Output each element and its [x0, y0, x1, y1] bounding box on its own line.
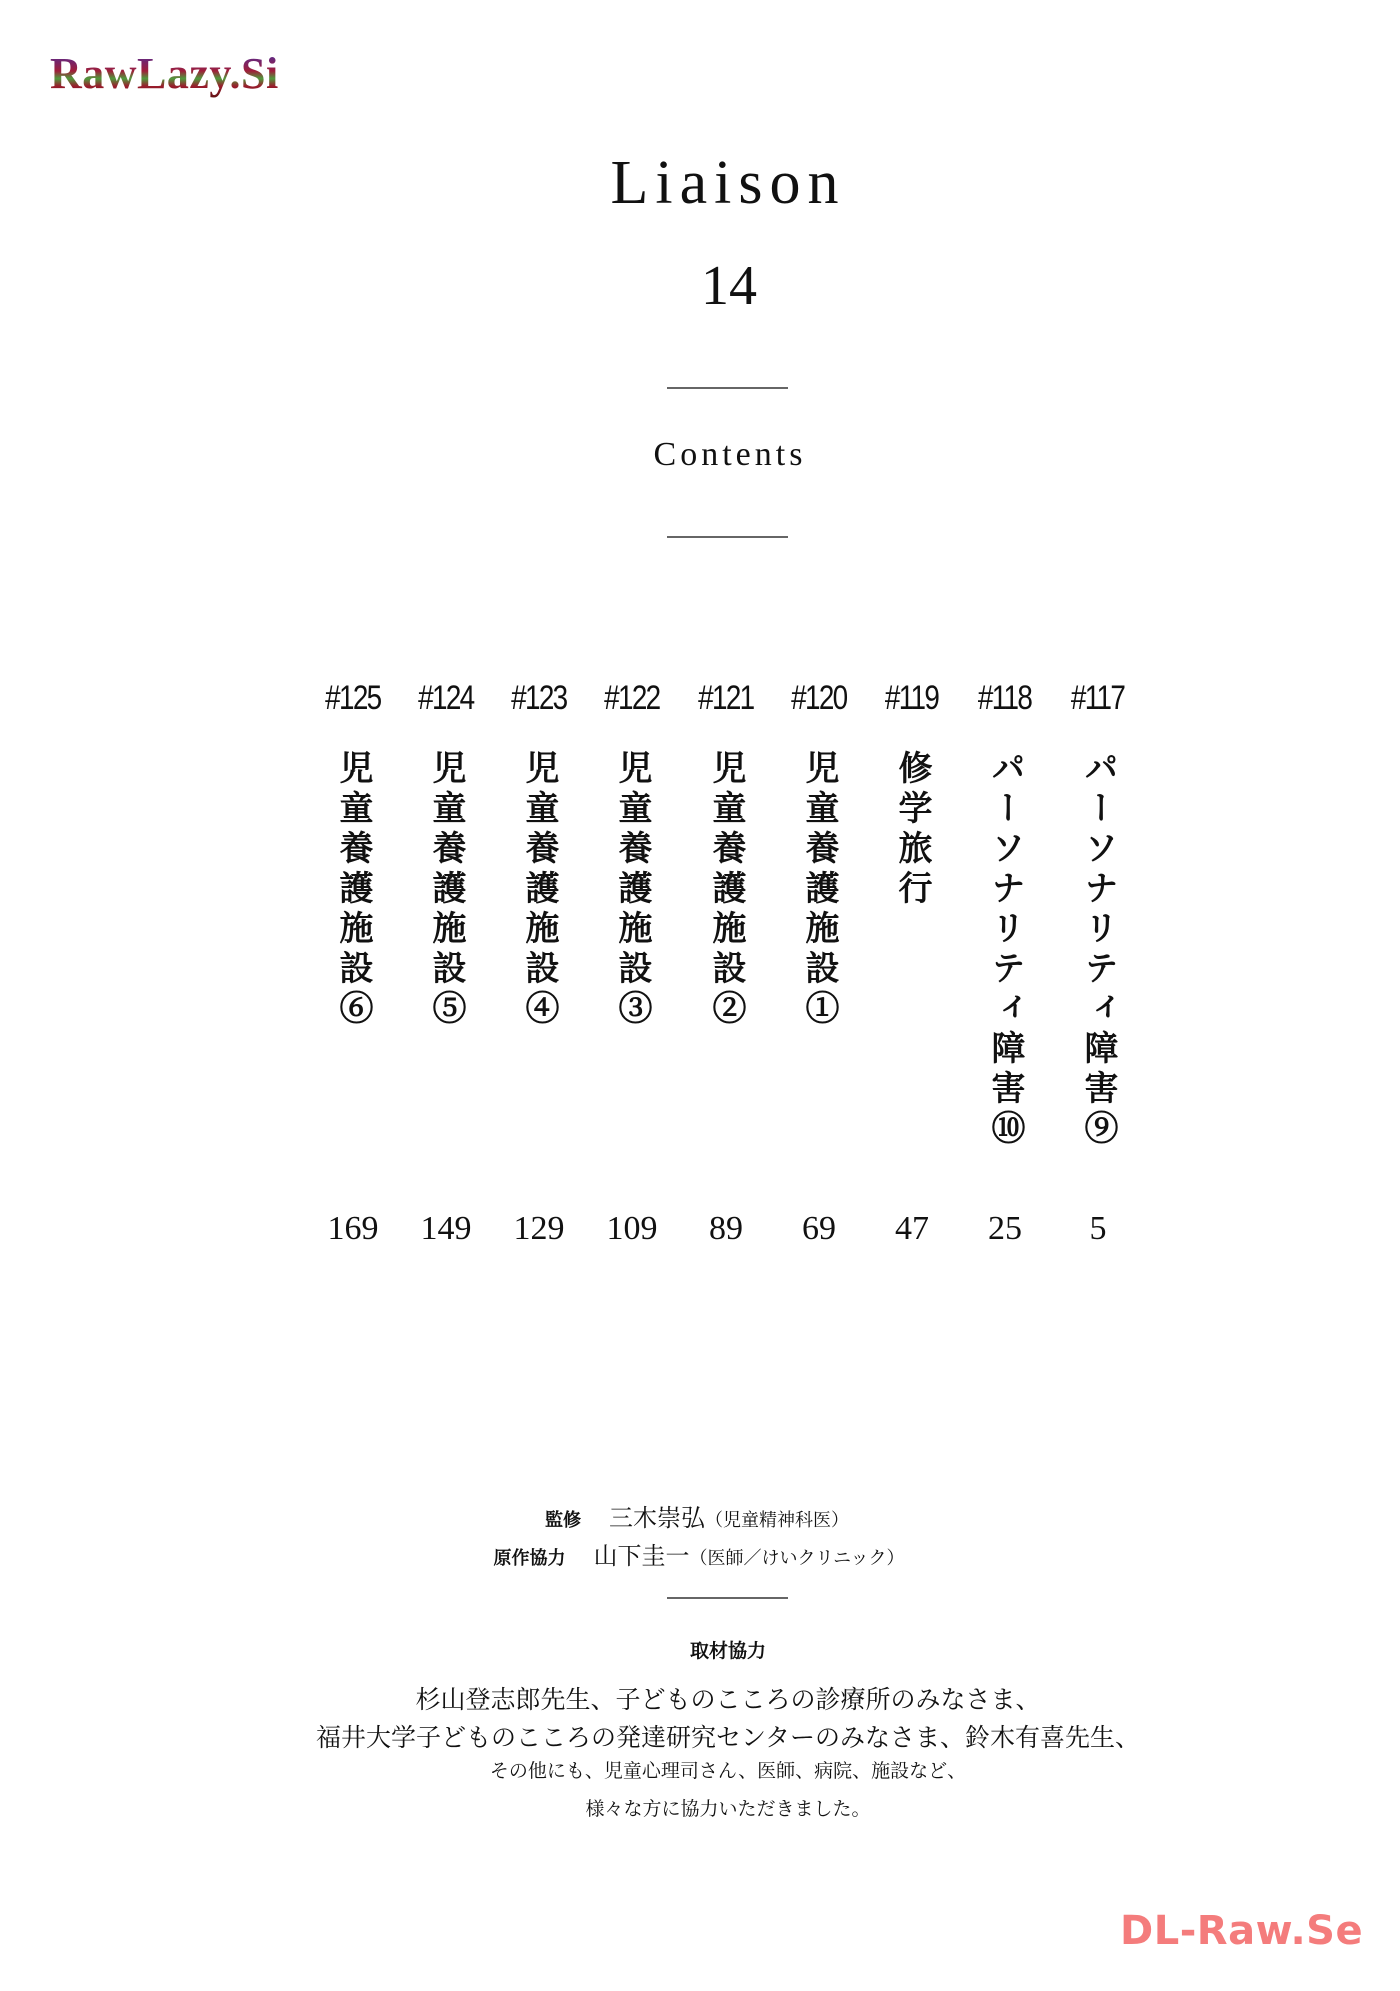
episode-number: #124 [418, 679, 474, 717]
chapter-entry[interactable] [867, 678, 957, 910]
credit-note: （児童精神科医） [705, 1510, 849, 1531]
episode-number: #117 [1071, 679, 1125, 717]
research-heading: 取材協力 [689, 1640, 766, 1662]
chapter-title: パーソナリティ障害⑩ [985, 750, 1025, 1150]
episode-number: #119 [885, 679, 939, 717]
chapter-title: 児童養護施設② [706, 750, 746, 1030]
page-number: 69 [802, 1210, 836, 1247]
divider-top [667, 387, 788, 389]
chapter-entry[interactable] [681, 678, 771, 1030]
chapter-title: 児童養護施設⑥ [333, 750, 373, 1030]
research-line: その他にも、児童心理司さん、医師、病院、施設など、 [489, 1760, 967, 1782]
page-number: 25 [988, 1210, 1022, 1247]
chapter-title: 児童養護施設⑤ [426, 750, 466, 1030]
chapter-entry[interactable] [774, 678, 864, 1030]
credit-supervision [0, 1498, 1400, 1533]
watermark-top-left: RawLazy.Si [50, 49, 279, 98]
page-number: 47 [895, 1210, 929, 1247]
episode-number: #123 [511, 679, 567, 717]
research-line: 様々な方に協力いただきました。 [585, 1798, 871, 1820]
credit-name: 山下圭一 [593, 1542, 690, 1570]
episode-number: #118 [978, 679, 1032, 717]
episode-number: #120 [791, 679, 847, 717]
chapter-title: 児童養護施設① [799, 750, 839, 1030]
page-number: 149 [420, 1210, 472, 1247]
page-number: 129 [513, 1210, 565, 1247]
volume-number: 14 [701, 255, 757, 317]
episode-number: #125 [325, 679, 381, 717]
contents-heading: Contents [653, 436, 807, 473]
credit-role: 監修 [545, 1510, 581, 1531]
watermark-bottom-right: DL-Raw.Se [1120, 1908, 1364, 1954]
book-title: Liaison [610, 149, 846, 217]
page-number: 5 [1089, 1210, 1107, 1247]
page-number: 89 [709, 1210, 743, 1247]
credit-original-cooperation [0, 1536, 1400, 1571]
divider-bottom [667, 536, 788, 538]
chapter-entry[interactable] [1053, 678, 1143, 1150]
credit-name: 三木崇弘 [609, 1504, 705, 1532]
chapter-title: 児童養護施設④ [519, 750, 559, 1030]
chapter-title: パーソナリティ障害⑨ [1078, 750, 1118, 1150]
research-line: 福井大学子どものこころの発達研究センターのみなさま、鈴木有喜先生、 [315, 1723, 1140, 1752]
chapter-entry[interactable] [401, 678, 491, 1030]
chapter-entry[interactable] [308, 678, 398, 1030]
credit-note: （医師／けいクリニック） [689, 1548, 905, 1569]
episode-number: #121 [698, 679, 754, 717]
research-line: 杉山登志郎先生、子どものこころの診療所のみなさま、 [415, 1685, 1041, 1714]
page-number: 169 [327, 1210, 379, 1247]
chapter-entry[interactable] [960, 678, 1050, 1150]
episode-number: #122 [604, 679, 660, 717]
chapter-entry[interactable] [587, 678, 677, 1030]
divider-credits [667, 1597, 788, 1599]
page-number: 109 [606, 1210, 658, 1247]
chapter-entry[interactable] [494, 678, 584, 1030]
credit-role: 原作協力 [493, 1548, 566, 1569]
chapter-title: 修学旅行 [892, 750, 932, 910]
chapter-title: 児童養護施設③ [612, 750, 652, 1030]
